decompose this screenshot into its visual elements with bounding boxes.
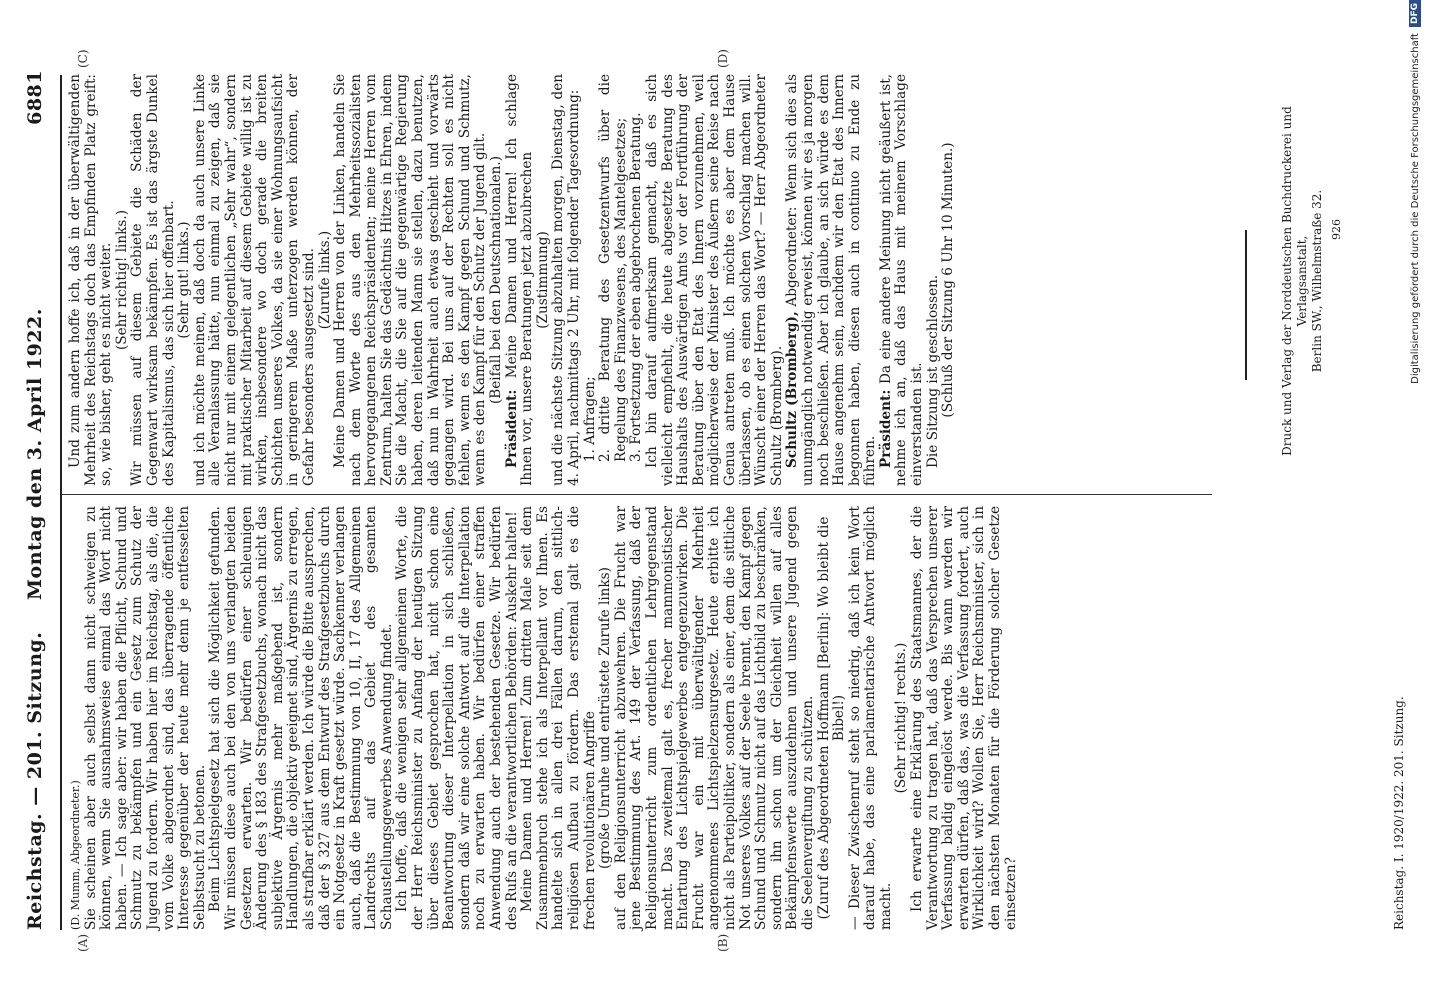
page-footer: Reichstag. I. 1920/1922. 201. Sitzung. xyxy=(1392,696,1406,930)
interjection: (Beifall bei den Deutschnationalen.) xyxy=(488,155,505,405)
page-number: 6881 xyxy=(24,70,46,125)
interjection: (Sehr richtig! links.) xyxy=(113,209,130,351)
interjection: (Zuruf des Abgeordneten Hoffmann [Berlin]: Wo bleibt die Bibel!) xyxy=(815,516,848,920)
funding-note: Digitalisierung gefördert durch die Deutsche Forschungsgemeinschaft xyxy=(1409,33,1421,384)
speaker-note: (D. Mumm, Abgeordneter.) xyxy=(69,780,82,930)
margin-marker-b: (B) xyxy=(716,933,730,952)
paragraph: und die nächste Sitzung abzuhalten morgen, Dienstag, den 4. April, nachmittags 2 Uhr, mit folgender Tagesordnung: xyxy=(550,74,582,486)
header-rule xyxy=(60,75,62,930)
paragraph: Meine Damen und Herren! Ich schlage Ihnen vor, unsere Beratungen jetzt abzubrechen xyxy=(503,73,536,486)
margin-marker-c: (C) xyxy=(76,49,90,68)
paragraph: Sie scheinen aber auch selbst dann nicht schweigen zu können, wenn Sie ausnahmsweise einmal das Wort nicht haben. — Ich sage aber: wir haben die Pflicht, Schund und Schmutz zu bekämpfen und ein Gesetz zum Schutz der Jugend zu fordern. Wir haben hier im Reichstag, als die, die vom Volke abgeordnet sind, das überragende öffentliche Interesse gegenüber der heute mehr denn je entfesselten Selbstsucht zu betonen. xyxy=(82,506,208,930)
agenda-item: 2. dritte Beratung des Gesetzentwurfs über die Regelung des Finanzwesens, des Mantelgesetzes; xyxy=(597,74,629,462)
paragraph: Wir müssen auf diesem Gebiete die Schäden der Gegenwart wirksam bekämpfen. Es ist das ärgste Dunkel des Kapitalismus, das sich hier offenbart. xyxy=(129,74,177,486)
end-note: (Schluß der Sitzung 6 Uhr 10 Minuten.) xyxy=(940,142,957,418)
dfg-logo: DFG xyxy=(1409,0,1421,27)
page-header xyxy=(18,70,58,930)
margin-marker-a: (A) xyxy=(76,933,90,952)
margin-marker-d: (D) xyxy=(716,49,730,68)
paragraph: auf den Religionsunterricht abzuwehren. Die Frucht war jene Bestimmung des Art. 149 der Verfassung, daß der Religionsunterricht zum ordentlichen Lehrgegenstand macht. Das zweitemal galt es, frecher mammonistischer Entartung des Lichtspielgewerbes entgegenzuwirken. Die Frucht war ein mit überwältigender Mehrheit angenommenes Lichtspielzensurgesetz. Heute erbitte ich nicht als Parteipolitiker, sondern als einer, dem die sittliche Not unseres Volkes auf der Seele brennt, den Kampf gegen Schund und Schmutz nicht auf das Lichtbild zu beschränken, sondern ihn schon um der Gleichheit willen auf alles Bekämpfenswerte auszudehnen und unsere Jugend gegen die Seelenvergiftung zu schützen. xyxy=(612,506,816,930)
printer-line: Berlin SW., Wilhelmstraße 32. xyxy=(1310,189,1324,373)
left-column xyxy=(68,506,1019,930)
column-divider xyxy=(62,494,1212,495)
interjection: (große Unruhe und entrüstete Zurufe links) xyxy=(597,567,614,869)
sheet-number: 926 xyxy=(1330,219,1343,240)
printer-line: Druck und Verlag der Norddeutschen Buchdruckerei und Verlagsanstalt, xyxy=(1280,106,1309,456)
paragraph: und ich möchte meinen, daß doch da auch unsere Linke alle Veranlassung hätte, nun einmal zu zeigen, daß sie nicht nur mit einem gelegentlichen „Sehr wahr“, sondern mit praktischer Mitarbeit auf diesem Gebiete willig ist zu wirken, insbesondere wo doch gerade die breiten Schichten unseres Volkes, da sie einer Wohnungsaufsicht in geringerem Maße unterzogen werden können, der Gefahr besonders ausgesetzt sind. xyxy=(191,74,317,486)
paragraph: — Dieser Zwischenruf steht so niedrig, daß ich kein Wort darauf habe, das eine parlamentarische Antwort möglich macht. xyxy=(846,506,894,930)
agenda-item: 1. Anfragen; xyxy=(581,376,598,462)
digitization-sidebar xyxy=(1408,0,1422,640)
paragraph: Ich hoffe, daß die wenigen sehr allgemeinen Worte, die der Herr Reichsminister zu Anfang der heutigen Sitzung über dieses Gebiet gesprochen hat, nicht schon eine Beantwortung dieser Interpellation in sich schließen, sondern daß wir eine solche Antwort auf die Interpellation noch zu erwarten haben. Wir bedürfen einer straffen Anwendung auch der bestehenden Gesetze. Wir bedürfen des Rufs an die verantwortlichen Behörden: Auskehr halten! xyxy=(394,506,520,930)
president-label: Präsident: xyxy=(503,389,520,468)
interjection: (Zustimmung) xyxy=(534,231,551,329)
right-column xyxy=(68,74,957,486)
paragraph: Ich bin darauf aufmerksam gemacht, daß es sich vielleicht empfiehlt, die heute abgesetzte Beratung des Haushalts des Auswärtigen Amts vor der Fortführung der Beratung über den Etat des Innern vorzunehmen, weil möglicherweise der Minister des Äußern seine Reise nach Genua antreten muß. Ich möchte es aber dem Hause überlassen, ob es einen solchen Vorschlag machen will. Wünscht einer der Herren das Wort? — Herr Abgeordneter Schultz (Bromberg). xyxy=(643,74,785,486)
paragraph: Meine Damen und Herren! Zum dritten Male seit dem Zusammenbruch stehe ich als Interpellant vor Ihnen. Es handelte sich in allen drei Fällen darum, den sittlich-religiösen Aufbau zu fördern. Das erstemal galt es die frechen revolutionären Angriffe xyxy=(519,506,598,930)
speaker-label: Schultz (Bromberg), xyxy=(784,311,801,468)
paragraph: Und zum andern hoffe ich, daß in der überwältigenden Mehrheit des Reichstags doch das Empfinden Platz greift: so, wie bisher, geht es nicht weiter. xyxy=(67,74,115,486)
agenda-item: 3. Fortsetzung der eben abgebrochenen Beratung. xyxy=(628,112,645,462)
paragraph: Abgeordneter: Wenn sich dies als unumgänglich notwendig erweist, können wir es ja morgen noch beschließen. Aber ich glaube, an sich würde es dem Hause angenehm sein, nachdem wir den Etat des Innern begonnen haben, diesen auch in continuo zu Ende zu führen. xyxy=(784,74,879,486)
interjection: (Sehr richtig! rechts.) xyxy=(893,642,910,794)
interjection: (Sehr gut! links.) xyxy=(176,221,193,339)
header-date: Montag den 3. April 1922. xyxy=(24,308,46,600)
president-label: Präsident: xyxy=(877,389,894,468)
paragraph: Meine Damen und Herren von der Linken, handeln Sie nach dem Worte des aus den Mehrheitssozialisten hervorgegangenen Reichspräsidenten; meine Herren vom Zentrum, halten Sie das Gedächtnis Hitzes in Ehren, indem Sie die Macht, die Sie auf die gegenwärtige Regierung haben, deren leitenden Mann sie stellen, dazu benutzen, daß nun in Wahrheit auch etwas geschieht und vorwärts gegangen wird. Bei uns auf der Rechten soll es nicht fehlen, wenn es den Kampf gegen Schund und Schmutz, wenn es den Kampf für den Schutz der Jugend gilt. xyxy=(332,74,489,486)
paragraph: Da eine andere Meinung nicht geäußert ist, nehme ich an, daß das Haus mit meinem Vorschlage einverstanden ist. xyxy=(877,74,926,486)
header-left: Reichstag. — 201. Sitzung. xyxy=(24,631,46,930)
end-rule xyxy=(1245,230,1247,380)
printer-imprint xyxy=(1280,76,1325,486)
paragraph: Ich erwarte eine Erklärung des Staatsmannes, der die Verantwortung zu tragen hat, daß das Versprechen unserer Verfassung baldig eingelöst werde. Bis wann werden wir erwarten dürfen, daß das, was die Verfassung fordert, auch Wirklichkeit wird? Wollen Sie, Herr Reichsminister, sich in den nächsten Monaten für die Förderung solcher Gesetze einsetzen? xyxy=(909,506,1019,930)
closing-line: Die Sitzung ist geschlossen. xyxy=(924,274,941,468)
interjection: (Zurufe links.) xyxy=(316,230,333,330)
paragraph: Beim Lichtspielgesetz hat sich die Möglichkeit gefunden. Wir müssen diese auch bei den von uns verlangten beiden Gesetzen erwarten. Wir bedürfen einer schleunigen Änderung des § 183 des Strafgesetzbuchs, wonach nicht das subjektive Ärgernis mehr maßgebend ist, sondern Handlungen, die objektiv geeignet sind, Ärgernis zu erregen, als strafbar erklärt werden. Ich würde die Bitte aussprechen, daß der § 327 aus dem Entwurf des Strafgesetzbuchs durch ein Notgesetz in Kraft gesetzt würde. Sachkenner verlangen auch, daß die Bestimmung von 10, II, 17 des Allgemeinen Landrechts auf das Gebiet des gesamten Schaustellungsgewerbes Anwendung findet. xyxy=(207,506,395,930)
